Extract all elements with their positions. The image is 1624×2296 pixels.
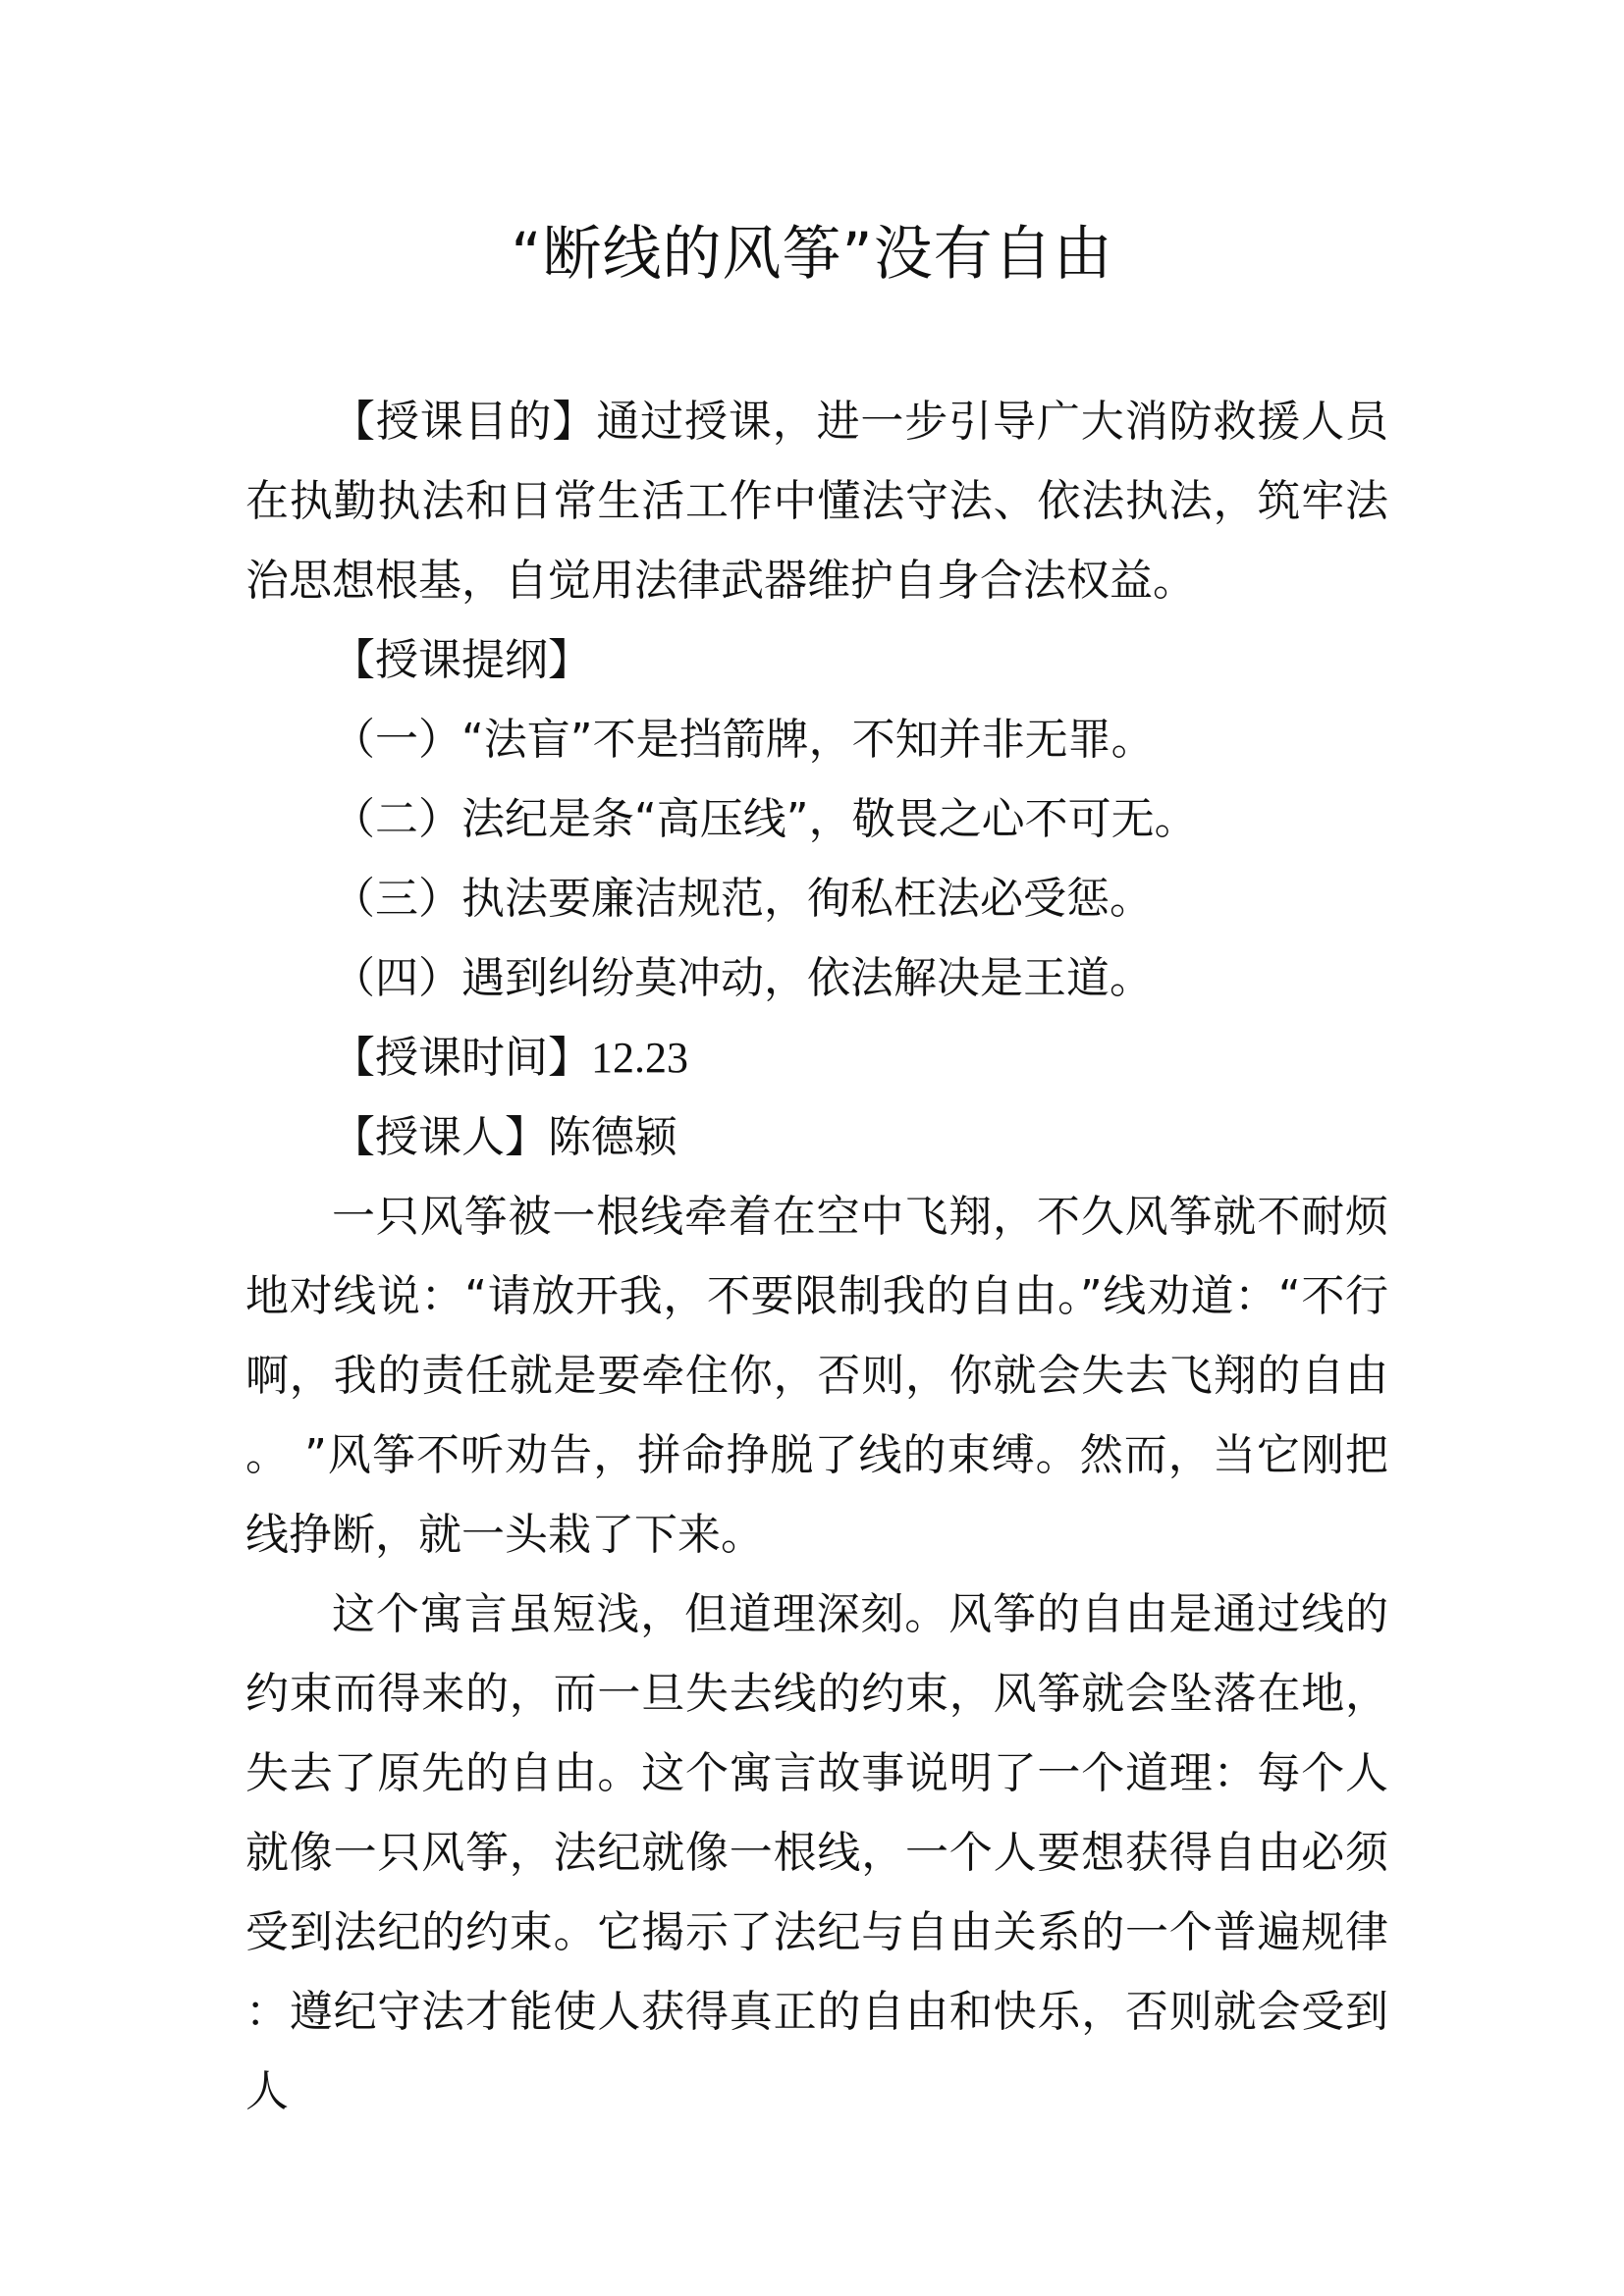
lecturer-name: 陈德颍 (548, 1112, 677, 1162)
story-paragraph: 一只风筝被一根线牵着在空中飞翔，不久风筝就不耐烦地对线说：“请放开我，不要限制我的自由。”线劝道：“不行啊，我的责任就是要牵住你，否则，你就会失去飞翔的自由。 ”风筝不听劝告，拼命挣脱了线的束缚。然而，当它刚把线挣断，就一头栽了下来。 (245, 1192, 1388, 1560)
lecturer-label: 【授课人】 (332, 1112, 548, 1162)
outline-item-3: （三）执法要廉洁规范，徇私枉法必受惩。 (332, 874, 1153, 924)
moral-paragraph: 这个寓言虽短浅，但道理深刻。风筝的自由是通过线的约束而得来的，而一旦失去线的约束，风筝就会坠落在地，失去了原先的自由。这个寓言故事说明了一个道理：每个人就像一只风筝，法纪就像一根线，一个人要想获得自由必须受到法纪的约束。它揭示了法纪与自由关系的一个普遍规律：遵纪守法才能使人获得真正的自由和快乐，否则就会受到人 (245, 1589, 1388, 2116)
lecture-time-value: 12.23 (591, 1034, 688, 1082)
outline-heading: 【授课提纲】 (332, 635, 591, 685)
lecture-time-label: 【授课时间】 (332, 1033, 591, 1083)
document-title: “断线的风筝”没有自由 (511, 220, 1113, 289)
outline-item-2: （二）法纪是条“高压线”，敬畏之心不可无。 (332, 794, 1198, 844)
lecture-time (245, 1018, 1388, 1097)
outline-item-4: （四）遇到纠纷莫冲动，依法解决是王道。 (332, 953, 1153, 1003)
lecturer (245, 1097, 1388, 1177)
purpose-paragraph: 【授课目的】通过授课，进一步引导广大消防救援人员在执勤执法和日常生活工作中懂法守法、依法执法，筑牢法治思想根基，自觉用法律武器维护自身合法权益。 (245, 397, 1388, 606)
outline-item-1: （一）“法盲”不是挡箭牌，不知并非无罪。 (332, 715, 1155, 765)
document-body (245, 382, 1388, 2131)
